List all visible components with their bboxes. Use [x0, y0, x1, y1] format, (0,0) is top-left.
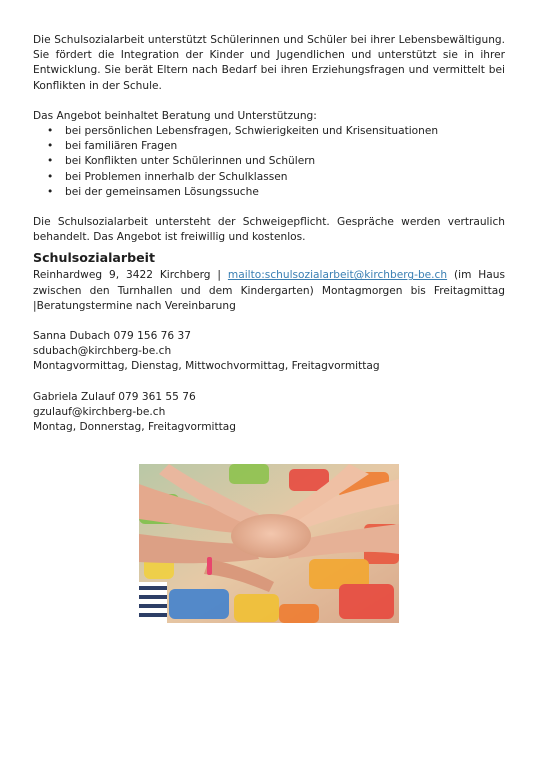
intro-paragraph: Die Schulsozialarbeit unterstützt Schülerinnen und Schüler bei ihrer Lebensbewältigung. Sie fördert die Integration der Kinder und Jugendlichen und unterstützt sie in ihrer Entwicklung. Sie berät Eltern nach Bedarf bei ihren Erziehungsfragen und vermittelt bei Konflikten in der Schule. [33, 34, 505, 92]
offer-lead: Das Angebot beinhaltet Beratung und Unterstützung: [33, 109, 317, 122]
contact-hours: Montagvormittag, Dienstag, Mittwochvormittag, Freitagvormittag [33, 360, 380, 373]
list-item: • bei familiären Fragen [33, 139, 505, 154]
list-item: • bei Konflikten unter Schülerinnen und Schülern [33, 154, 505, 169]
contact-name-phone: Gabriela Zulauf 079 361 55 76 [33, 390, 196, 403]
document-body [33, 33, 505, 450]
email-link[interactable]: mailto:schulsozialarbeit@kirchberg-be.ch [227, 269, 448, 282]
address-prefix: Reinhardweg 9, 3422 Kirchberg | [33, 269, 228, 282]
address-suffix: (im Haus zwischen den Turnhallen und dem Kindergarten) Montagmorgen bis Freitagmittag |Beratungstermine nach Vereinbarung [33, 269, 505, 312]
list-item: • bei der gemeinsamen Lösungssuche [33, 185, 505, 200]
address-paragraph [33, 268, 505, 314]
confidentiality-paragraph: Die Schulsozialarbeit untersteht der Schweigepflicht. Gespräche werden vertraulich behandelt. Das Angebot ist freiwillig und kostenlos. [33, 216, 505, 244]
section-heading: Schulsozialarbeit [33, 250, 155, 266]
contact-name-phone: Sanna Dubach 079 156 76 37 [33, 330, 192, 343]
contact-block [33, 390, 505, 436]
contact-email: sdubach@kirchberg-be.ch [33, 345, 172, 358]
list-item: • bei persönlichen Lebensfragen, Schwierigkeiten und Krisensituationen [33, 124, 505, 139]
offer-list [33, 124, 505, 200]
contact-block [33, 329, 505, 375]
contact-hours: Montag, Donnerstag, Freitagvormittag [33, 421, 236, 434]
list-item: • bei Problemen innerhalb der Schulklassen [33, 170, 505, 185]
contact-email: gzulauf@kirchberg-be.ch [33, 405, 166, 418]
stacked-hands-photo [139, 464, 399, 623]
